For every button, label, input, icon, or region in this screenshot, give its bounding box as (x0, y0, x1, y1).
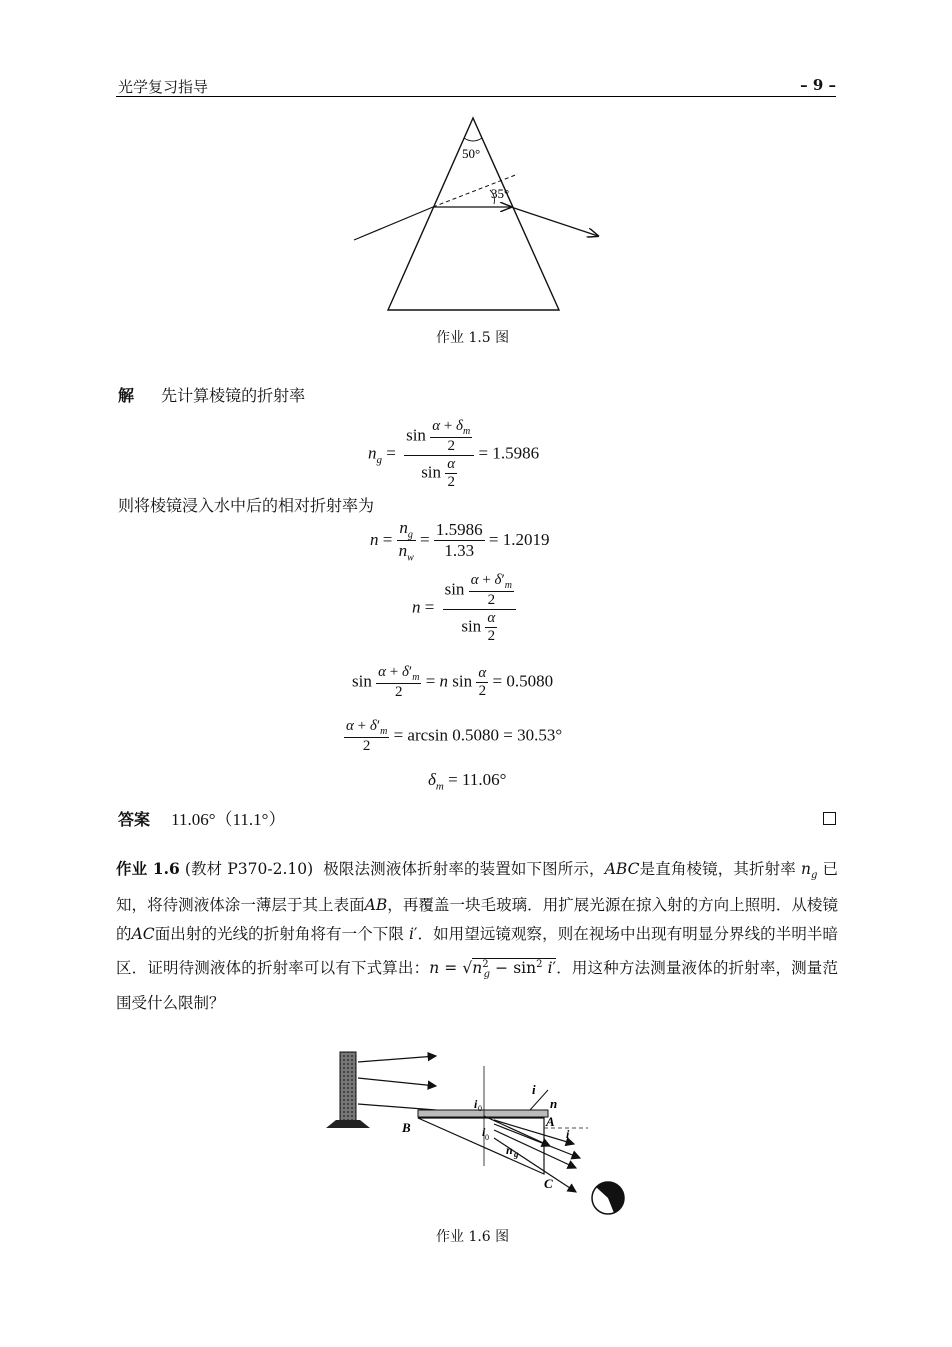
problem-text-6: ．如用望远镜观察，则在视场中出现有明显分界线的半明半暗区．证明待测液体的折射率可以有下式算出： (116, 925, 838, 977)
label-A: A (546, 1114, 555, 1129)
problem-1-6: 作业 1.6 (教材 P370-2.10) 极限法测液体折射率的装置如下图所示，ABC是直角棱镜，其折射率 $n_g$ 已知，将待测液体涂一薄层于其上表面AB，再覆盖一块毛玻璃．用扩展光源在掠入射的方向上照明．从棱镜的AC面出射的光线的折射角将有一个下限 i′．如用望远镜观察，则在视场中出现有明显分界线的半明半暗区．证明待测液体的折射率可以有下式算出：$n = √n^2_g - \sin^2 i'$．用这种方法测量液体的折射率，测量范围受什么限制？ (116, 859, 838, 1013)
page-number: – 9 – (800, 76, 836, 94)
answer-label: 答案 (118, 810, 151, 829)
eq5-result: = arcsin 0.5080 = 30.53° (393, 725, 563, 745)
header-title: 光学复习指导 (118, 78, 209, 96)
label-i0: i (474, 1097, 478, 1111)
figure-caption: 作业 1.5 图 (436, 330, 510, 346)
apex-arc (464, 138, 482, 141)
label-ng: n (506, 1143, 513, 1157)
equation-n-sin: n = sin $\frac{\alpha + \delta'_m}{2}$ sin $\frac{\alpha}{2}$ (412, 572, 516, 645)
equation-sin: sin $\frac{\alpha + \delta'_m}{2}$ = n sin $\frac{\alpha}{2}$ = 0.5080 (352, 664, 554, 700)
ng-value: = 1.5986 (478, 443, 540, 463)
answer-value: 11.06°（11.1°） (171, 810, 286, 829)
equation-ng: $n_g$ = sin $\frac{\alpha + \delta_m}{2}$ sin $\frac{\alpha}{2}$ = 1.5986 (368, 418, 540, 490)
ab-label: AB (364, 895, 388, 914)
then-text: 则将棱镜浸入水中后的相对折射率为 (118, 496, 375, 515)
label-B: B (402, 1120, 411, 1135)
refractometer-figure (318, 1046, 638, 1218)
answer-line (118, 806, 285, 834)
abc-label: ABC (604, 860, 640, 878)
problem-text-1: 极限法测液体折射率的装置如下图所示， (323, 860, 605, 878)
deviation-angle-label: 35° (491, 186, 510, 201)
label-i: i (532, 1082, 536, 1097)
qed-box (823, 812, 836, 825)
equation-n-relative: n = $\frac{n_g}{n_w}$ = $\frac{1.5986}{1.33}$ = 1.2019 (370, 518, 550, 564)
ac-label: AC (131, 925, 155, 944)
problem-text-7: ．用这种方法测量液体的折射率，测量范围受什么限制？ (116, 958, 838, 1013)
problem-text-4: ，再覆盖一块毛玻璃．用扩展光源在掠入射的方向上照明．从棱镜的 (116, 895, 838, 944)
equation-delta: $\delta_m = 11.06^\circ$ (428, 770, 507, 793)
eq2-den: 1.33 (444, 541, 475, 561)
prism-figure (340, 108, 620, 323)
light-source (340, 1052, 356, 1126)
svg-text:0: 0 (485, 1133, 489, 1142)
problem-label: 作业 1.6 (116, 859, 180, 878)
solution-intro-text: 先计算棱镜的折射率 (161, 386, 306, 405)
equation-arcsin: $\frac{\alpha + \delta'_m}{2}$ = arcsin 0.5080 = 30.53° (346, 718, 563, 754)
prism-abc (418, 1118, 544, 1174)
eq4-result: = 0.5080 (492, 671, 554, 691)
label-ip: i (566, 1127, 570, 1141)
problem-text-2: 是直角棱镜，其折射率 (639, 860, 796, 878)
solution-label: 解 (118, 386, 135, 405)
label-i0p: i (482, 1125, 486, 1139)
figure2-caption: 作业 1.6 图 (436, 1229, 510, 1245)
problem-text-3: 已知，将待测液体涂一薄层于其上表面 (116, 860, 838, 914)
problem-text-5: 面出射的光线的折射角将有一个下限 (154, 925, 404, 944)
problem-source: (教材 P370-2.10) (184, 860, 314, 878)
label-C: C (544, 1176, 553, 1191)
glass-plate (418, 1110, 548, 1117)
eq6-value: = 11.06° (448, 770, 507, 789)
eq2-result: = 1.2019 (488, 529, 550, 549)
label-n: n (550, 1096, 558, 1111)
svg-text:0: 0 (478, 1104, 482, 1113)
apex-angle-label: 50° (462, 146, 481, 161)
header-rule (116, 96, 836, 97)
svg-text:g: g (514, 1149, 519, 1159)
source-base (326, 1120, 370, 1128)
eq2-num: 1.5986 (435, 520, 483, 540)
solution-intro (118, 382, 305, 410)
